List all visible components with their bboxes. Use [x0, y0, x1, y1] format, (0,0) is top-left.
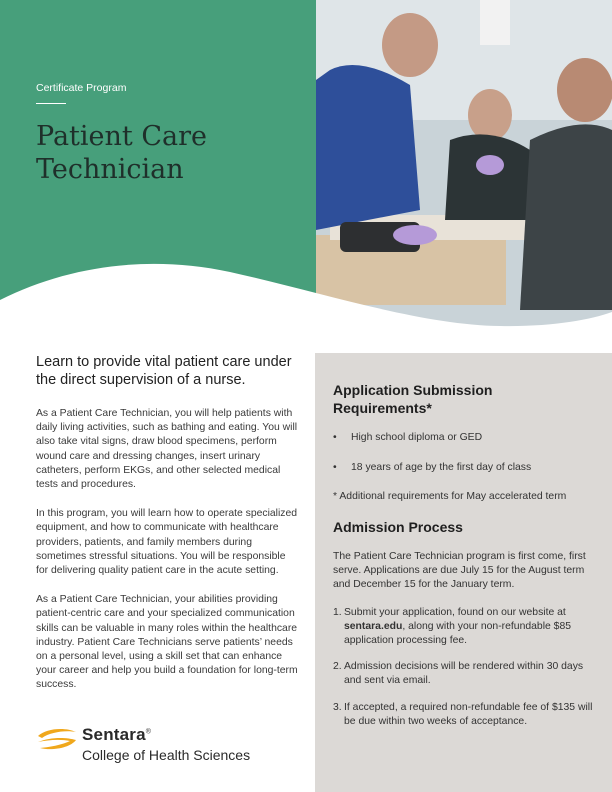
requirements-list	[333, 431, 595, 475]
admission-steps	[333, 606, 595, 729]
list-item	[333, 660, 595, 688]
eyebrow-rule	[36, 103, 66, 104]
step-text: Submit your application, found on our website at	[344, 606, 566, 618]
list-item	[333, 606, 595, 649]
step-text: Admission decisions will be rendered within 30 days and sent via email.	[344, 661, 584, 687]
logo-subtitle: College of Health Sciences	[82, 747, 251, 763]
requirements-sidebar	[315, 353, 612, 792]
step-text-end: , along with your non-refundable $85 application processing fee.	[344, 620, 572, 647]
intro-lead: Learn to provide vital patient care under the direct supervision of a nurse.	[36, 354, 292, 388]
step-number: 1.	[333, 606, 342, 618]
step-number: 3.	[333, 701, 342, 713]
list-item	[333, 431, 595, 445]
website-link[interactable]: sentara.edu	[344, 620, 403, 632]
sentara-logo	[36, 725, 296, 770]
page-title: Patient Care Technician	[36, 121, 207, 185]
bullet: •	[333, 432, 337, 443]
logo-wordmark	[82, 725, 151, 745]
requirement-text: 18 years of age by the first day of class	[351, 462, 532, 473]
admission-heading: Admission Process	[333, 519, 463, 535]
requirements-heading: Application Submission Requirements*	[333, 382, 493, 416]
requirement-text: High school diploma or GED	[351, 432, 483, 443]
requirements-footnote: * Additional requirements for May accelerated term	[333, 491, 567, 502]
swoosh-icon	[36, 727, 78, 753]
list-item	[333, 461, 595, 475]
registered-mark: ®	[145, 728, 152, 736]
intro-column	[36, 353, 298, 708]
intro-paragraph-2: In this program, you will learn how to operate specialized equipment, and how to communicate with healthcare providers, patients, and family members during sometimes stressful situations. You will be responsible for delivering quality patient care in the acute setting.	[36, 508, 298, 577]
photo-placeholder	[316, 0, 612, 330]
step-text: If accepted, a required non-refundable fee of $135 will be due within two weeks of acceptance.	[344, 701, 593, 727]
program-type-label: Certificate Program	[36, 82, 127, 94]
intro-paragraph-1: As a Patient Care Technician, you will help patients with daily living activities, such as bathing and eating. You will also take vital signs, draw blood specimens, perform wound care and dressing changes, insert urinary catheters, perform EKGs, and other selected medical tests and procedures.	[36, 408, 298, 491]
step-number: 2.	[333, 661, 342, 673]
bullet: •	[333, 462, 337, 473]
logo-word: Sentara	[82, 725, 146, 744]
admission-intro: The Patient Care Technician program is first come, first serve. Applications are due July 15 for the August term and December 15 for the January term.	[333, 551, 586, 591]
intro-paragraph-3: As a Patient Care Technician, your abilities providing patient-centric care and your specialized communication skills can be valuable in many roles within the healthcare industry. Patient Care Technicians serve patients’ needs on a personal level, using a skill set that can enhance your career and help you build a foundation for long-term success.	[36, 594, 298, 691]
hero-banner	[0, 0, 612, 330]
list-item	[333, 701, 595, 729]
